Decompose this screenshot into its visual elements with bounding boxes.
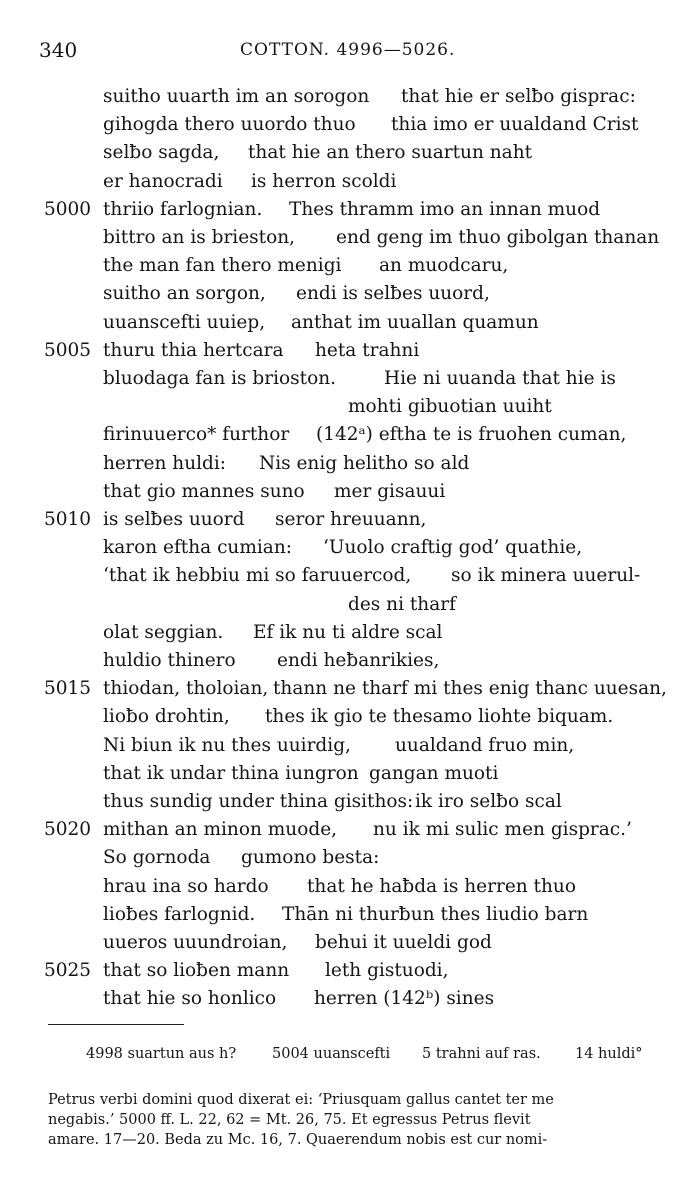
- verse-second-half: anthat im uuallan quamun: [291, 311, 539, 333]
- verse-first-half: firinuuerco* furthor: [103, 424, 290, 446]
- verse-first-half: suitho uuarth im an sorogon: [103, 86, 370, 107]
- verse-second-half: thes ik gio te thesamo liohte biquam.: [265, 706, 614, 728]
- verse-first-half: is selƀes uuord: [103, 509, 245, 530]
- verse-second-half: ik iro selƀo scal: [415, 791, 562, 812]
- footnote-line: negabis.’ 5000 ff. L. 22, 62 = Mt. 26, 75. Et egressus Petrus flevit: [48, 1112, 531, 1128]
- footnote-line: amare. 17—20. Beda zu Mc. 16, 7. Quaerendum nobis est cur nomi-: [48, 1132, 548, 1148]
- verse-first-half: uueros uuundroian,: [103, 932, 288, 953]
- verse-second-half: seror hreuuann,: [275, 509, 427, 530]
- verse-second-half: that hie an thero suartun naht: [248, 142, 533, 164]
- apparatus-note: 5 trahni auf ras.: [422, 1046, 541, 1062]
- footnote-rule: [48, 1024, 184, 1025]
- verse-first-half: So gornoda: [103, 847, 211, 869]
- verse-second-half: heta trahni: [315, 339, 420, 361]
- verse-first-half: thus sundig under thina gisithos:: [103, 791, 414, 812]
- verse-first-half: lioƀo drohtin,: [103, 706, 230, 728]
- verse-first-half: that gio mannes suno: [103, 480, 305, 502]
- verse-second-half: ‘Uuolo craftig god’ quathie,: [323, 537, 583, 559]
- verse-first-half: that hie so honlico: [103, 988, 277, 1010]
- verse-first-half: that ik undar thina iungron: [103, 762, 359, 784]
- verse-continuation: mohti gibuotian uuiht: [348, 396, 552, 418]
- apparatus-note: 4998 suartun aus h?: [86, 1046, 237, 1062]
- verse-second-half: Hie ni uuanda that hie is: [384, 368, 616, 389]
- verse-first-half: er hanocradi: [103, 170, 223, 192]
- verse-second-half: thann ne tharf mi thes enig thanc uuesan,: [273, 678, 667, 700]
- verse-first-half: Ni biun ik nu thes uuirdig,: [103, 734, 351, 756]
- verse-second-half: Thes thramm imo an innan muod: [289, 198, 601, 220]
- verse-second-half: gangan muoti: [369, 762, 499, 784]
- verse-first-half: thriio farlognian.: [103, 198, 263, 220]
- verse-first-half: herren huldi:: [103, 452, 227, 474]
- verse-first-half: thiodan, tholoian,: [103, 678, 269, 700]
- verse-second-half: end geng im thuo gibolgan thanan: [336, 227, 660, 248]
- verse-first-half: hrau ina so hardo: [103, 875, 269, 897]
- verse-first-half: bittro an is brieston,: [103, 227, 296, 248]
- verse-first-half: huldio thinero: [103, 650, 236, 671]
- apparatus-note: 14 huldi°: [575, 1046, 643, 1062]
- line-number: 5005: [44, 339, 92, 361]
- line-number: 5015: [44, 678, 92, 700]
- verse-first-half: gihogda thero uuordo thuo: [103, 114, 356, 136]
- verse-second-half: is herron scoldi: [251, 170, 397, 192]
- verse-first-half: bluodaga fan is brioston.: [103, 368, 337, 389]
- verse-first-half: that so lioƀen mann: [103, 960, 290, 982]
- page-number: 340: [39, 38, 78, 62]
- verse-second-half: (142ᵃ) eftha te is fruohen cuman,: [316, 424, 627, 446]
- verse-second-half: Nis enig helitho so ald: [259, 452, 470, 474]
- footnote-line: Petrus verbi domini quod dixerat ei: ‘Priusquam gallus cantet ter me: [48, 1092, 554, 1108]
- verse-first-half: olat seggian.: [103, 621, 224, 643]
- verse-first-half: mithan an minon muode,: [103, 819, 338, 841]
- verse-second-half: nu ik mi sulic men gisprac.’: [373, 819, 632, 841]
- line-number: 5000: [44, 198, 92, 220]
- line-number: 5025: [44, 960, 92, 982]
- verse-first-half: ‘that ik hebbiu mi so faruuercod,: [103, 565, 412, 587]
- verse-first-half: lioƀes farlognid.: [103, 903, 256, 925]
- verse-second-half: Ef ik nu ti aldre scal: [253, 621, 443, 643]
- verse-second-half: gumono besta:: [241, 847, 380, 869]
- verse-second-half: uualdand fruo min,: [395, 734, 575, 756]
- verse-second-half: an muodcaru,: [379, 255, 509, 277]
- verse-second-half: thia imo er uualdand Crist: [391, 114, 639, 136]
- verse-second-half: mer gisauui: [334, 480, 446, 502]
- verse-second-half: endi heƀanrikies,: [277, 650, 440, 671]
- verse-first-half: uuanscefti uuiep,: [103, 311, 266, 333]
- verse-second-half: that hie er selƀo gisprac:: [401, 86, 636, 107]
- verse-first-half: thuru thia hertcara: [103, 339, 284, 361]
- apparatus-note: 5004 uuanscefti: [272, 1046, 391, 1062]
- verse-first-half: the man fan thero menigi: [103, 255, 342, 277]
- verse-second-half: leth gistuodi,: [325, 960, 449, 982]
- verse-first-half: suitho an sorgon,: [103, 283, 266, 305]
- verse-second-half: herren (142ᵇ) sines: [314, 988, 495, 1010]
- verse-continuation: des ni tharf: [348, 593, 456, 615]
- verse-first-half: selƀo sagda,: [103, 142, 220, 164]
- verse-second-half: endi is selƀes uuord,: [296, 283, 490, 305]
- running-title: COTTON. 4996—5026.: [240, 40, 456, 60]
- line-number: 5010: [44, 509, 92, 530]
- verse-second-half: so ik minera uuerul-: [451, 565, 641, 587]
- verse-second-half: Thān ni thurƀun thes liudio barn: [282, 903, 589, 925]
- verse-second-half: behui it uueldi god: [315, 932, 492, 953]
- verse-second-half: that he haƀda is herren thuo: [307, 875, 576, 897]
- line-number: 5020: [44, 819, 92, 841]
- verse-first-half: karon eftha cumian:: [103, 537, 292, 559]
